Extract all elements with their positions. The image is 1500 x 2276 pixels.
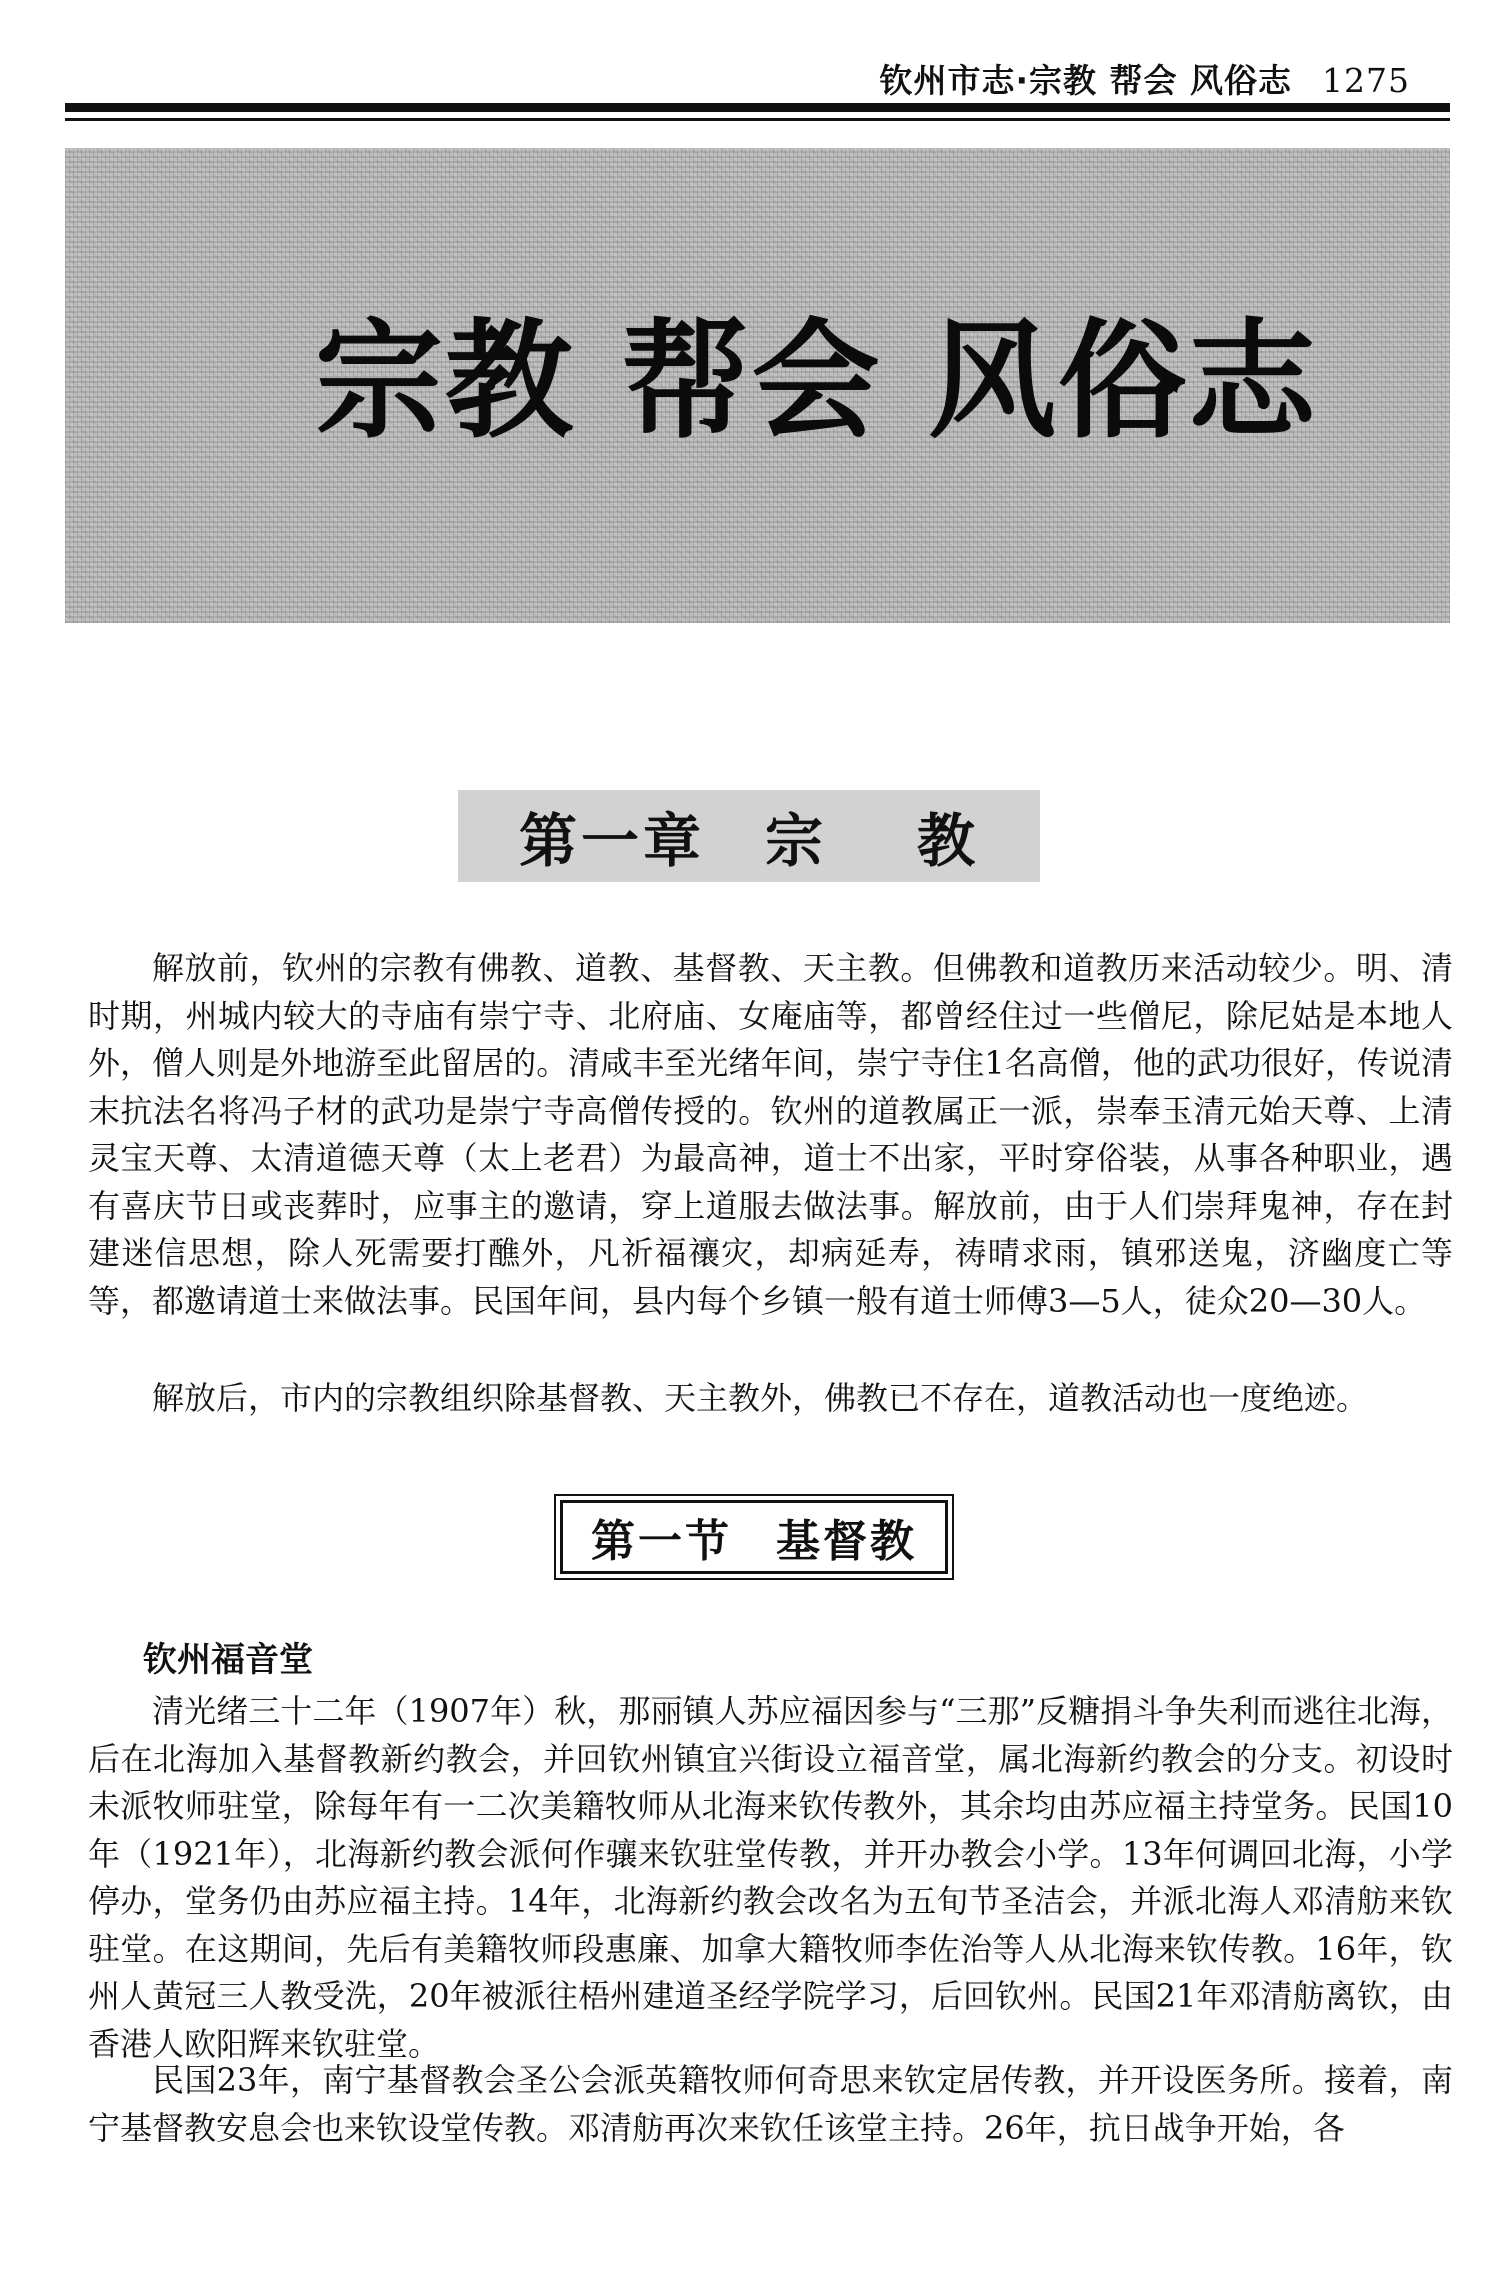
chapter-number: 第一章 (518, 807, 705, 875)
header-rule-thin (65, 118, 1450, 121)
page-number: 1275 (1322, 61, 1410, 100)
chapter-title-char-2: 教 (917, 807, 980, 875)
chapter-title (458, 790, 1040, 882)
running-header (0, 55, 1410, 102)
running-header-title: 钦州市志·宗教 帮会 风俗志 (879, 61, 1293, 100)
banner-title: 宗教 帮会 风俗志 (315, 307, 1319, 456)
chapter-paragraph-1: 解放前，钦州的宗教有佛教、道教、基督教、天主教。但佛教和道教历来活动较少。明、清时期，州城内较大的寺庙有崇宁寺、北府庙、女庵庙等，都曾经住过一些僧尼，除尼姑是本地人外，僧人则是外地游至此留居的。清咸丰至光绪年间，崇宁寺住1名高僧，他的武功很好，传说清末抗法名将冯子材的武功是崇宁寺高僧传授的。钦州的道教属正一派，崇奉玉清元始天尊、上清灵宝天尊、太清道德天尊（太上老君）为最高神，道士不出家，平时穿俗装，从事各种职业，遇有喜庆节日或丧葬时，应事主的邀请，穿上道服去做法事。解放前，由于人们崇拜鬼神，存在封建迷信思想，除人死需要打醮外，凡祈福禳灾，却病延寿，祷晴求雨，镇邪送鬼，济幽度亡等等，都邀请道士来做法事。民国年间，县内每个乡镇一般有道士师傅3—5人，徒众20—30人。 (88, 949, 1453, 1320)
subsection-title: 钦州福音堂 (143, 1640, 313, 1680)
chapter-title-char-1: 宗 (764, 807, 827, 875)
section-title-text: 基督教 (776, 1516, 917, 1567)
section-number: 第一节 (591, 1516, 732, 1567)
section-paragraph-2: 民国23年，南宁基督教会圣公会派英籍牧师何奇思来钦定居传教，并开设医务所。接着，南宁基督教安息会也来钦设堂传教。邓清舫再次来钦任该堂主持。26年，抗日战争开始，各 (88, 2061, 1453, 2147)
section-title (560, 1500, 948, 1574)
chapter-paragraph-2: 解放后，市内的宗教组织除基督教、天主教外，佛教已不存在，道教活动也一度绝迹。 (152, 1379, 1369, 1417)
header-rule-thick (65, 103, 1450, 112)
section-paragraph-1: 清光绪三十二年（1907年）秋，那丽镇人苏应福因参与“三那”反糖捐斗争失利而逃往北海，后在北海加入基督教新约教会，并回钦州镇宜兴街设立福音堂，属北海新约教会的分支。初设时未派牧师驻堂，除每年有一二次美籍牧师从北海来钦传教外，其余均由苏应福主持堂务。民国10年（1921年），北海新约教会派何作骧来钦驻堂传教，并开办教会小学。13年何调回北海，小学停办，堂务仍由苏应福主持。14年，北海新约教会改名为五旬节圣洁会，并派北海人邓清舫来钦驻堂。在这期间，先后有美籍牧师段惠廉、加拿大籍牧师李佐治等人从北海来钦传教。16年，钦州人黄冠三人教受洗，20年被派往梧州建道圣经学院学习，后回钦州。民国21年邓清舫离钦，由香港人欧阳辉来钦驻堂。 (88, 1692, 1453, 2063)
